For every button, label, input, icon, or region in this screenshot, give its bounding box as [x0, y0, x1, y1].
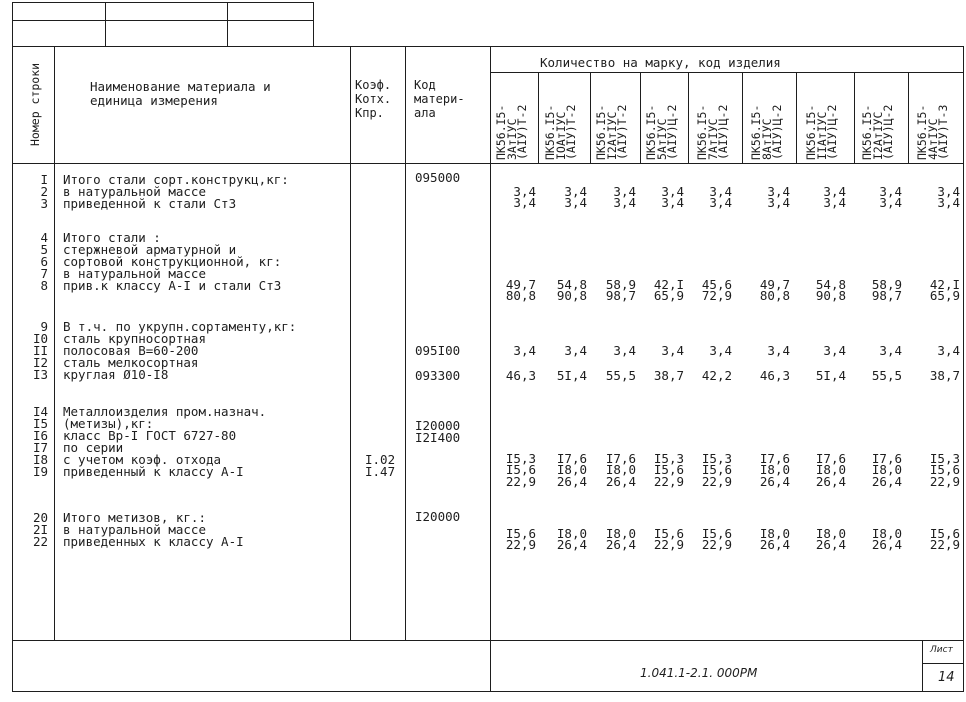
- quantity-cell: 3,4 3,4: [709, 183, 732, 211]
- stamp-divider-1: [105, 2, 106, 47]
- header-quantity-group: Количество на марку, код изделия: [540, 55, 781, 70]
- quantity-cell: 58,9 98,7: [605, 276, 636, 304]
- quantity-cell: 3,4 3,4: [767, 183, 790, 211]
- col-line-rownum: [54, 46, 55, 640]
- quantity-cell: I5,3 I5,6 22,9: [701, 450, 732, 489]
- brand-sep-5: [742, 72, 743, 164]
- quantity-cell: 3,4 3,4: [937, 183, 960, 211]
- quantity-cell: I5,6 22,9: [653, 525, 684, 553]
- title-block-sheet-line: [922, 663, 964, 664]
- quantity-header-line: [490, 72, 964, 73]
- brand-sep-2: [590, 72, 591, 164]
- row-numbers: 4 5 6 7 8: [40, 230, 48, 293]
- quantity-cell: I7,6 I8,0 26,4: [605, 450, 636, 489]
- quantity-cell: 3,4 3,4: [879, 183, 902, 211]
- quantity-cell: I5,6 22,9: [929, 525, 960, 553]
- quantity-cell: I7,6 I8,0 26,4: [759, 450, 790, 489]
- brand-sep-4: [688, 72, 689, 164]
- row-numbers: 20 2I 22: [32, 510, 48, 549]
- quantity-cell: 49,7 80,8: [759, 276, 790, 304]
- quantity-cell: I5,6 22,9: [701, 525, 732, 553]
- frame-right-border: [963, 46, 964, 692]
- quantity-cell: 3,4 55,5: [605, 343, 636, 383]
- stamp-right-border: [313, 2, 314, 47]
- row-numbers: I 2 3: [40, 172, 48, 211]
- brand-header: ПК56.I5- IIАтIУС (АIУ)Ц-2: [804, 104, 839, 160]
- quantity-cell: 42,I 65,9: [929, 276, 960, 304]
- brand-sep-8: [908, 72, 909, 164]
- stamp-mid-line: [12, 20, 314, 21]
- quantity-cell: 42,I 65,9: [653, 276, 684, 304]
- header-material-name: Наименование материала и единица измерения: [90, 79, 271, 108]
- quantity-cell: I7,6 I8,0 26,4: [556, 450, 587, 489]
- row-numbers: I4 I5 I6 I7 I8 I9: [32, 404, 48, 479]
- quantity-cell: 3,4 3,4: [564, 183, 587, 211]
- quantity-cell: I8,0 26,4: [871, 525, 902, 553]
- brand-sep-7: [854, 72, 855, 164]
- frame-left-border: [12, 2, 13, 692]
- quantity-cell: 3,4 3,4: [823, 183, 846, 211]
- brand-sep-6: [796, 72, 797, 164]
- brand-header: ПК56.I5- IОАтIУС (АIУ)Т-2: [543, 104, 578, 160]
- brand-header: ПК56.I5- 8АтIУС (АIУ)Ц-2: [749, 104, 784, 160]
- brand-header: ПК56.I5- 4АтIУС (АIУ)Т-3: [915, 104, 950, 160]
- sheet-number: 14: [938, 670, 955, 685]
- material-text: В т.ч. по укрупн.сортаменту,кг: сталь крупносортная полосовая В=60-200 сталь мелкосортная круглая Ø10-I8: [63, 319, 297, 382]
- stamp-divider-2: [227, 2, 228, 47]
- quantity-cell: 3,4 42,2: [701, 343, 732, 383]
- brand-header: ПК56.I5- 3АтIУС (АIУ)Т-2: [494, 104, 529, 160]
- material-code: I20000: [415, 509, 461, 524]
- quantity-cell: I7,6 I8,0 26,4: [871, 450, 902, 489]
- material-code: I20000 I2I400: [415, 418, 461, 445]
- quantity-cell: 3,4 46,3: [759, 343, 790, 383]
- frame-top-border: [12, 46, 964, 47]
- header-material-code: Код матери- ала: [414, 78, 465, 120]
- frame-bottom-border: [12, 691, 964, 692]
- quantity-cell: I7,6 I8,0 26,4: [815, 450, 846, 489]
- quantity-cell: 3,4 5I,4: [556, 343, 587, 383]
- brand-header: ПК56.I5- 5АтIУС (АIУ)Ц-2: [644, 104, 679, 160]
- material-text: Металлоизделия пром.назнач. (метизы),кг: класс Вр-I ГОСТ 6727-80 по серии с учетом коэф. отхода приведенный к классу А-I: [63, 404, 267, 479]
- quantity-cell: I8,0 26,4: [759, 525, 790, 553]
- quantity-cell: I5,3 I5,6 22,9: [505, 450, 536, 489]
- material-code: 095000: [415, 170, 461, 185]
- sheet-label: Лист: [930, 645, 953, 655]
- quantity-cell: 3,4 38,7: [929, 343, 960, 383]
- quantity-cell: 3,4 46,3: [505, 343, 536, 383]
- title-block-sheet-divider: [922, 640, 923, 692]
- quantity-cell: 45,6 72,9: [701, 276, 732, 304]
- quantity-cell: 54,8 90,8: [556, 276, 587, 304]
- material-text: Итого метизов, кг.: в натуральной массе приведенных к классу А-I: [63, 510, 244, 549]
- material-text: Итого стали сорт.конструкц,кг: в натуральной массе приведенной к стали Ст3: [63, 172, 289, 211]
- quantity-cell: I8,0 26,4: [815, 525, 846, 553]
- brand-header: ПК56.I5- I2АтIУС (АIУ)Т-2: [594, 104, 629, 160]
- header-row-number: Номер строки: [28, 62, 42, 146]
- header-coef: Коэф. Котх. Кпр.: [355, 78, 392, 120]
- quantity-cell: 54,8 90,8: [815, 276, 846, 304]
- quantity-cell: 3,4 3,4: [513, 183, 536, 211]
- quantity-cell: 49,7 80,8: [505, 276, 536, 304]
- header-bottom-line: [12, 163, 964, 164]
- brand-header: ПК56.I5- I2АтIУС (АIУ)Ц-2: [860, 104, 895, 160]
- brand-header: ПК56.I5- 7АтIУС (АIУ)Ц-2: [695, 104, 730, 160]
- material-text: Итого стали : стержневой арматурной и сортовой конструкционной, кг: в натуральной массе прив.к классу А-I и стали Ст3: [63, 230, 282, 293]
- quantity-cell: 3,4 38,7: [653, 343, 684, 383]
- quantity-cell: I5,6 22,9: [505, 525, 536, 553]
- coefficient: I.02 I.47: [365, 452, 396, 479]
- document-code: 1.041.1-2.1. 000PM: [640, 666, 758, 680]
- col-line-name: [350, 46, 351, 640]
- quantity-cell: I8,0 26,4: [556, 525, 587, 553]
- quantity-cell: I8,0 26,4: [605, 525, 636, 553]
- brand-sep-3: [640, 72, 641, 164]
- quantity-cell: I5,3 I5,6 22,9: [653, 450, 684, 489]
- quantity-cell: 3,4 3,4: [661, 183, 684, 211]
- quantity-cell: 3,4 55,5: [871, 343, 902, 383]
- stamp-top-border: [12, 2, 314, 3]
- quantity-cell: I5,3 I5,6 22,9: [929, 450, 960, 489]
- quantity-cell: 58,9 98,7: [871, 276, 902, 304]
- quantity-cell: 3,4 3,4: [613, 183, 636, 211]
- row-numbers: 9 I0 II I2 I3: [32, 319, 48, 382]
- col-line-coef: [405, 46, 406, 640]
- title-block-top-line: [12, 640, 964, 641]
- quantity-cell: 3,4 5I,4: [815, 343, 846, 383]
- material-code: 095I00 093300: [415, 343, 461, 383]
- brand-sep-1: [538, 72, 539, 164]
